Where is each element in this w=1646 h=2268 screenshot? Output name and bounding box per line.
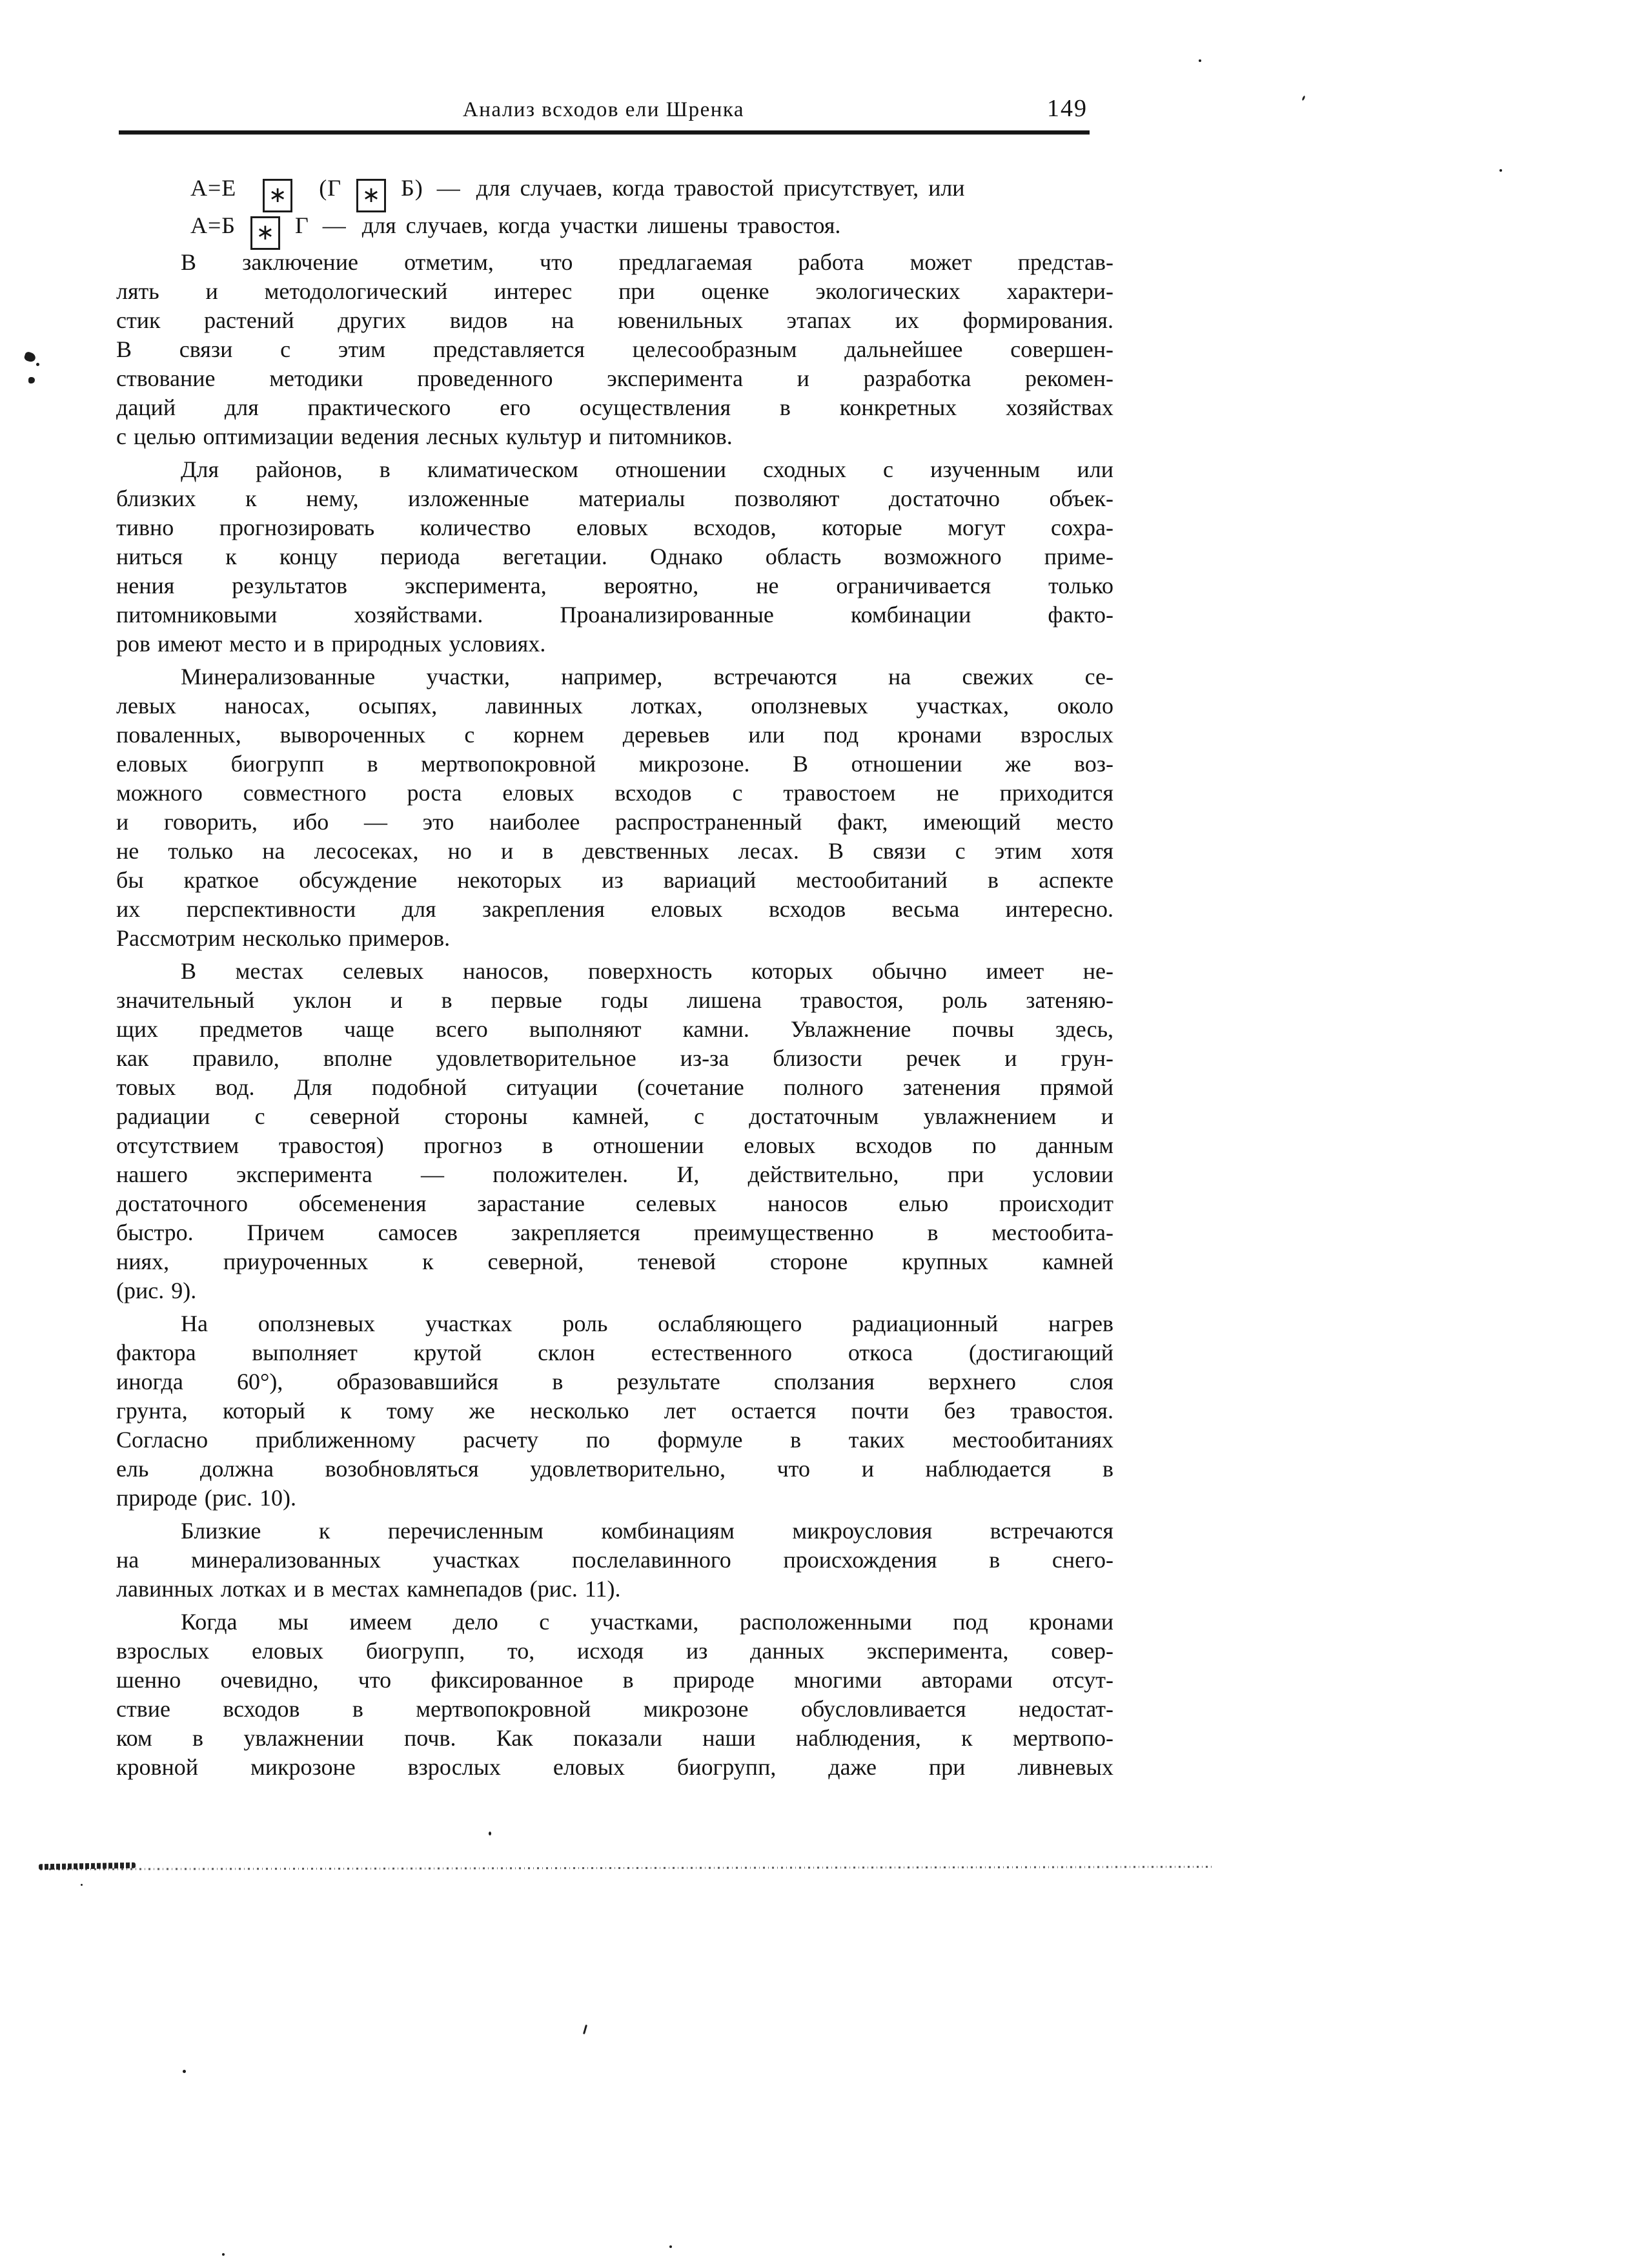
running-header-title: Анализ всходов ели Шренка: [462, 98, 745, 121]
text-line: Близкие к перечисленным комбинациям микроусловия встречаются: [181, 1518, 1113, 1544]
boxed-asterisk-icon: ∗: [356, 179, 386, 212]
text-line: ком в увлажнении почв. Как показали наши наблюдения, к мертвопо-: [116, 1725, 1113, 1751]
text-line: ниться к концу периода вегетации. Однако область возможного приме-: [116, 544, 1113, 569]
text-line: близких к нему, изложенные материалы позволяют достаточно объек-: [116, 485, 1113, 511]
paragraph: [116, 957, 1113, 1305]
page-body: [116, 169, 1113, 1782]
text-line: взрослых еловых биогрупп, то, исходя из данных эксперимента, совер-: [116, 1638, 1113, 1664]
text-line: Рассмотрим несколько примеров.: [116, 925, 451, 951]
text-line: В заключение отметим, что предлагаемая работа может представ-: [181, 249, 1113, 275]
text-line: быстро. Причем самосев закрепляется преимущественно в местообита-: [116, 1220, 1113, 1245]
text-line: нашего эксперимента — положителен. И, действительно, при условии: [116, 1161, 1113, 1187]
text-line: В связи с этим представляется целесообразным дальнейшее совершен-: [116, 336, 1113, 362]
formula-rhs: Г: [294, 212, 309, 238]
paragraph: [116, 455, 1113, 659]
text-line: Минерализованные участки, например, встречаются на свежих се-: [181, 664, 1113, 690]
formula-caption: для случаев, когда участки лишены травостоя.: [361, 212, 841, 238]
formula-dash: —: [322, 212, 346, 238]
boxed-asterisk-icon: ∗: [263, 179, 292, 212]
text-line: ствие всходов в мертвопокровной микрозоне обусловливается недостат-: [116, 1696, 1113, 1722]
text-line: не только на лесосеках, но и в девственных лесах. В связи с этим хотя: [116, 838, 1113, 864]
paragraph: [116, 248, 1113, 451]
text-line: В местах селевых наносов, поверхность которых обычно имеет не-: [181, 958, 1113, 984]
text-line: лять и методологический интерес при оценке экологических характери-: [116, 278, 1113, 304]
scan-speck: [36, 363, 39, 366]
paragraph: [116, 1309, 1113, 1513]
scan-speck: [1302, 96, 1306, 101]
text-line: тивно прогнозировать количество еловых всходов, которые могут сохра-: [116, 515, 1113, 540]
scan-speck: [222, 2253, 225, 2256]
text-line: природе (рис. 10).: [116, 1485, 297, 1511]
formula-open-group: (Г: [319, 175, 342, 201]
formula-lhs: А=Б: [190, 212, 236, 238]
text-line: и говорить, ибо — это наиболее распространенный факт, имеющий место: [116, 809, 1113, 835]
page-number: 149: [1047, 95, 1088, 122]
text-line: Согласно приближенному расчету по формуле в таких местообитаниях: [116, 1427, 1113, 1453]
text-line: поваленных, вывороченных с корнем деревьев или под кронами взрослых: [116, 722, 1113, 748]
text-line: отсутствием травостоя) прогноз в отношении еловых всходов по данным: [116, 1132, 1113, 1158]
text-line: щих предметов чаще всего выполняют камни. Увлажнение почвы здесь,: [116, 1016, 1113, 1042]
formula-dash: —: [436, 175, 460, 201]
text-line: Для районов, в климатическом отношении сходных с изученным или: [181, 456, 1113, 482]
text-line: иногда 60°), образовавшийся в результате сползания верхнего слоя: [116, 1369, 1113, 1395]
text-line: ель должна возобновляться удовлетворительно, что и наблюдается в: [116, 1456, 1113, 1482]
text-line: бы краткое обсуждение некоторых из вариаций местообитаний в аспекте: [116, 867, 1113, 893]
text-line: питомниковыми хозяйствами. Проанализированные комбинации факто-: [116, 602, 1113, 628]
scan-speck: [583, 2025, 587, 2034]
text-line: Когда мы имеем дело с участками, расположенными под кронами: [181, 1609, 1113, 1635]
text-line: грунта, который к тому же несколько лет остается почти без травостоя.: [116, 1398, 1113, 1424]
header-rule: [119, 130, 1090, 134]
text-line: стик растений других видов на ювенильных этапах их формирования.: [116, 307, 1113, 333]
text-line: значительный уклон и в первые годы лишена травостоя, роль затеняю-: [116, 987, 1113, 1013]
formula-close-group: Б): [401, 175, 423, 201]
text-line: с целью оптимизации ведения лесных культур и питомников.: [116, 424, 733, 449]
scan-speck: [28, 377, 35, 383]
text-line: их перспективности для закрепления еловых всходов весьма интересно.: [116, 896, 1113, 922]
formula-caption: для случаев, когда травостой присутствует, или: [476, 175, 965, 201]
scan-speck: [669, 2245, 672, 2248]
formula-line-1: [116, 169, 1113, 207]
running-header: [116, 98, 1091, 122]
scan-speck: [1499, 169, 1502, 172]
text-line: (рис. 9).: [116, 1278, 197, 1303]
scan-speck: [489, 1832, 491, 1835]
paragraph: [116, 662, 1113, 953]
scan-speck: [81, 1884, 83, 1886]
text-line: фактора выполняет крутой склон естественного откоса (достигающий: [116, 1340, 1113, 1365]
text-line: левых наносах, осыпях, лавинных лотках, оползневых участках, около: [116, 693, 1113, 719]
text-line: товых вод. Для подобной ситуации (сочетание полного затенения прямой: [116, 1074, 1113, 1100]
text-line: еловых биогрупп в мертвопокровной микрозоне. В отношении же воз-: [116, 751, 1113, 777]
scan-speck: [1199, 59, 1201, 62]
text-line: ниях, приуроченных к северной, теневой стороне крупных камней: [116, 1249, 1113, 1274]
scan-artifact-line: [40, 1866, 1212, 1870]
text-line: ров имеют место и в природных условиях.: [116, 631, 546, 657]
text-line: шенно очевидно, что фиксированное в природе многими авторами отсут-: [116, 1667, 1113, 1693]
text-line: на минерализованных участках послелавинного происхождения в снего-: [116, 1547, 1113, 1573]
text-line: как правило, вполне удовлетворительное из-за близости речек и грун-: [116, 1045, 1113, 1071]
scan-speck: [183, 2070, 186, 2073]
text-line: даций для практического его осуществления в конкретных хозяйствах: [116, 394, 1113, 420]
text-line: кровной микрозоне взрослых еловых биогрупп, даже при ливневых: [116, 1754, 1113, 1780]
text-line: На оползневых участках роль ослабляющего радиационный нагрев: [181, 1311, 1113, 1336]
text-line: нения результатов эксперимента, вероятно, не ограничивается только: [116, 573, 1113, 598]
text-line: ствование методики проведенного эксперимента и разработка рекомен-: [116, 365, 1113, 391]
text-line: лавинных лотках и в местах камнепадов (рис. 11).: [116, 1576, 621, 1602]
formula-lhs: А=Е: [190, 175, 237, 201]
paragraph: [116, 1608, 1113, 1782]
formula-line-2: [116, 207, 1113, 244]
text-line: радиации с северной стороны камней, с достаточным увлажнением и: [116, 1103, 1113, 1129]
boxed-asterisk-icon: ∗: [250, 216, 280, 250]
text-line: достаточного обсеменения зарастание селевых наносов елью происходит: [116, 1190, 1113, 1216]
text-line: можного совместного роста еловых всходов с травостоем не приходится: [116, 780, 1113, 806]
scan-speck: [23, 351, 36, 363]
paragraph: [116, 1517, 1113, 1604]
